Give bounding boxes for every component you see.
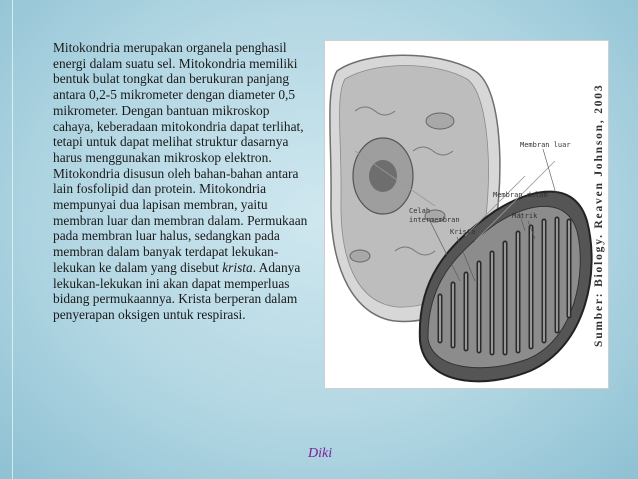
label-celah: Celah xyxy=(409,207,431,215)
label-matrik: Matrik xyxy=(512,212,538,220)
paragraph-text-2: . Adanya lekukan-lekukan ini akan dapat memperluas bidang permukaannya. Krista berperan dalam penyerapan oksigen untuk respirasi. xyxy=(53,259,301,322)
label-krista: Krista xyxy=(450,228,476,236)
paragraph-text-1: Mitokondria merupakan organela penghasil energi dalam suatu sel. Mitokondria memiliki bentuk bulat tongkat dan berukuran panjang antara 0,2-5 mikrometer dengan diameter 0,5 mikrometer. Dengan bantuan mikroskop cahaya, keberadaan mitokondria dapat terlihat, tetapi untuk dapat melihat struktur dasarnya harus menggunakan mikroskop elektron. Mitokondria disusun oleh bahan-bahan antara lain fosfolipid dan protein. Mitokondria mempunyai dua lapisan membran, yaitu membran luar dan membran dalam. Permukaan pada membran luar halus, sedangkan pada membran dalam banyak terdapat lekukan-lekukan ke dalam yang disebut xyxy=(53,40,308,275)
krista-term: krista xyxy=(222,259,253,275)
mitochondria-figure xyxy=(324,40,609,389)
mitochondria-illustration xyxy=(325,41,609,389)
footer-author: Diki xyxy=(308,446,333,461)
label-membran-luar: Membran luar xyxy=(520,141,571,149)
figure-source-caption: Sumber: Biology. Reaven Johnson, 2003 xyxy=(593,83,605,347)
label-membran-dalam: Membran dalam xyxy=(493,191,548,199)
label-intermembran: intermembran xyxy=(409,216,460,224)
description-paragraph xyxy=(53,40,311,323)
